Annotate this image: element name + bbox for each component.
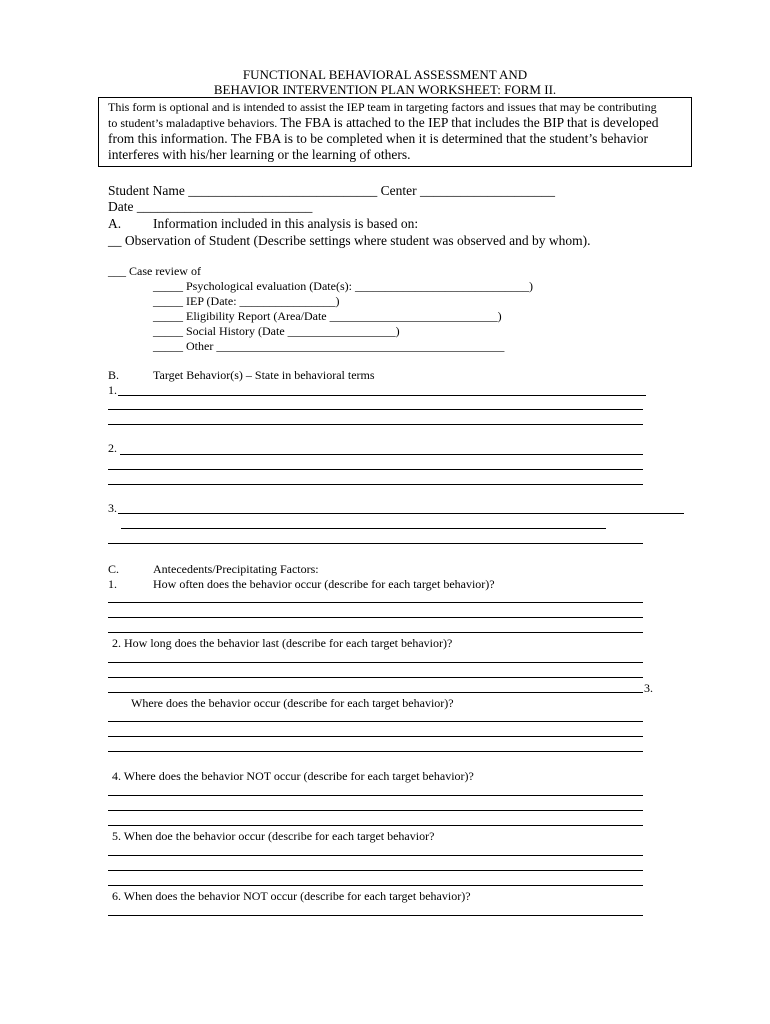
section-b-letter: B.	[108, 368, 120, 382]
answer-line[interactable]	[108, 662, 643, 663]
form-title-line1: FUNCTIONAL BEHAVIORAL ASSESSMENT AND	[242, 67, 528, 82]
intro-line2a: to student’s maladaptive behaviors.	[108, 116, 278, 130]
question-5-text: 5. When doe the behavior occur (describe for each target behavior?	[112, 829, 435, 843]
question-1-number: 1.	[108, 577, 117, 591]
social-history-field[interactable]: _____ Social History (Date __________________)	[153, 324, 400, 338]
target-behavior-3-line[interactable]	[108, 543, 643, 544]
student-name-field[interactable]: Student Name ____________________________ Center ____________________	[108, 183, 555, 198]
question-2-text: 2. How long does the behavior last (describe for each target behavior)?	[112, 636, 453, 650]
section-a-heading: Information included in this analysis is based on:	[153, 216, 419, 231]
answer-line[interactable]	[108, 736, 643, 737]
intro-line4: interferes with his/her learning or the learning of others.	[108, 147, 411, 162]
question-3-text: Where does the behavior occur (describe for each target behavior)?	[131, 696, 454, 710]
answer-line[interactable]	[108, 885, 643, 886]
target-behavior-3-line[interactable]	[118, 513, 684, 514]
iep-date-field[interactable]: _____ IEP (Date: ________________)	[153, 294, 340, 308]
target-behavior-2-line[interactable]	[120, 454, 643, 455]
section-a-letter: A.	[108, 216, 122, 231]
answer-line[interactable]	[108, 677, 643, 678]
intro-line1: This form is optional and is intended to assist the IEP team in targeting factors and issues that may be contributing	[108, 100, 657, 114]
intro-line3: from this information. The FBA is to be completed when it is determined that the student’s behavior	[108, 131, 649, 146]
question-6-text: 6. When does the behavior NOT occur (describe for each target behavior)?	[112, 889, 471, 903]
target-behavior-3-line[interactable]	[121, 528, 606, 529]
answer-line[interactable]	[108, 692, 643, 693]
other-field[interactable]: _____ Other ________________________________________________	[153, 339, 505, 353]
eligibility-report-field[interactable]: _____ Eligibility Report (Area/Date ____________________________)	[153, 309, 502, 323]
answer-line[interactable]	[108, 751, 643, 752]
question-4-text: 4. Where does the behavior NOT occur (describe for each target behavior)?	[112, 769, 474, 783]
section-b-heading: Target Behavior(s) – State in behavioral terms	[153, 368, 375, 382]
target-behavior-1-line[interactable]	[108, 409, 643, 410]
target-behavior-1-line[interactable]	[118, 395, 646, 396]
answer-line[interactable]	[108, 825, 643, 826]
section-c-heading: Antecedents/Precipitating Factors:	[153, 562, 319, 576]
target-behavior-1-number: 1.	[108, 383, 117, 397]
answer-line[interactable]	[108, 632, 643, 633]
question-3-number: 3.	[644, 681, 653, 695]
answer-line[interactable]	[108, 810, 643, 811]
form-title-line2: BEHAVIOR INTERVENTION PLAN WORKSHEET: FORM II.	[213, 82, 557, 97]
target-behavior-2-line[interactable]	[108, 469, 643, 470]
answer-line[interactable]	[108, 795, 643, 796]
section-c-letter: C.	[108, 562, 120, 576]
answer-line[interactable]	[108, 602, 643, 603]
target-behavior-2-line[interactable]	[108, 484, 643, 485]
date-field[interactable]: Date __________________________	[108, 199, 313, 214]
answer-line[interactable]	[108, 855, 643, 856]
target-behavior-1-line[interactable]	[108, 424, 643, 425]
answer-line[interactable]	[108, 870, 643, 871]
psych-eval-field[interactable]: _____ Psychological evaluation (Date(s): _____________________________)	[153, 279, 533, 293]
target-behavior-3-number: 3.	[108, 501, 117, 515]
case-review-field[interactable]: ___ Case review of	[108, 264, 201, 278]
answer-line[interactable]	[108, 721, 643, 722]
answer-line[interactable]	[108, 915, 643, 916]
observation-field[interactable]: __ Observation of Student (Describe settings where student was observed and by whom).	[108, 233, 591, 248]
answer-line[interactable]	[108, 617, 643, 618]
intro-box	[98, 97, 692, 167]
intro-line2b: The FBA is attached to the IEP that includes the BIP that is developed	[277, 115, 659, 130]
target-behavior-2-number: 2.	[108, 441, 117, 455]
question-1-text: How often does the behavior occur (describe for each target behavior)?	[153, 577, 495, 591]
